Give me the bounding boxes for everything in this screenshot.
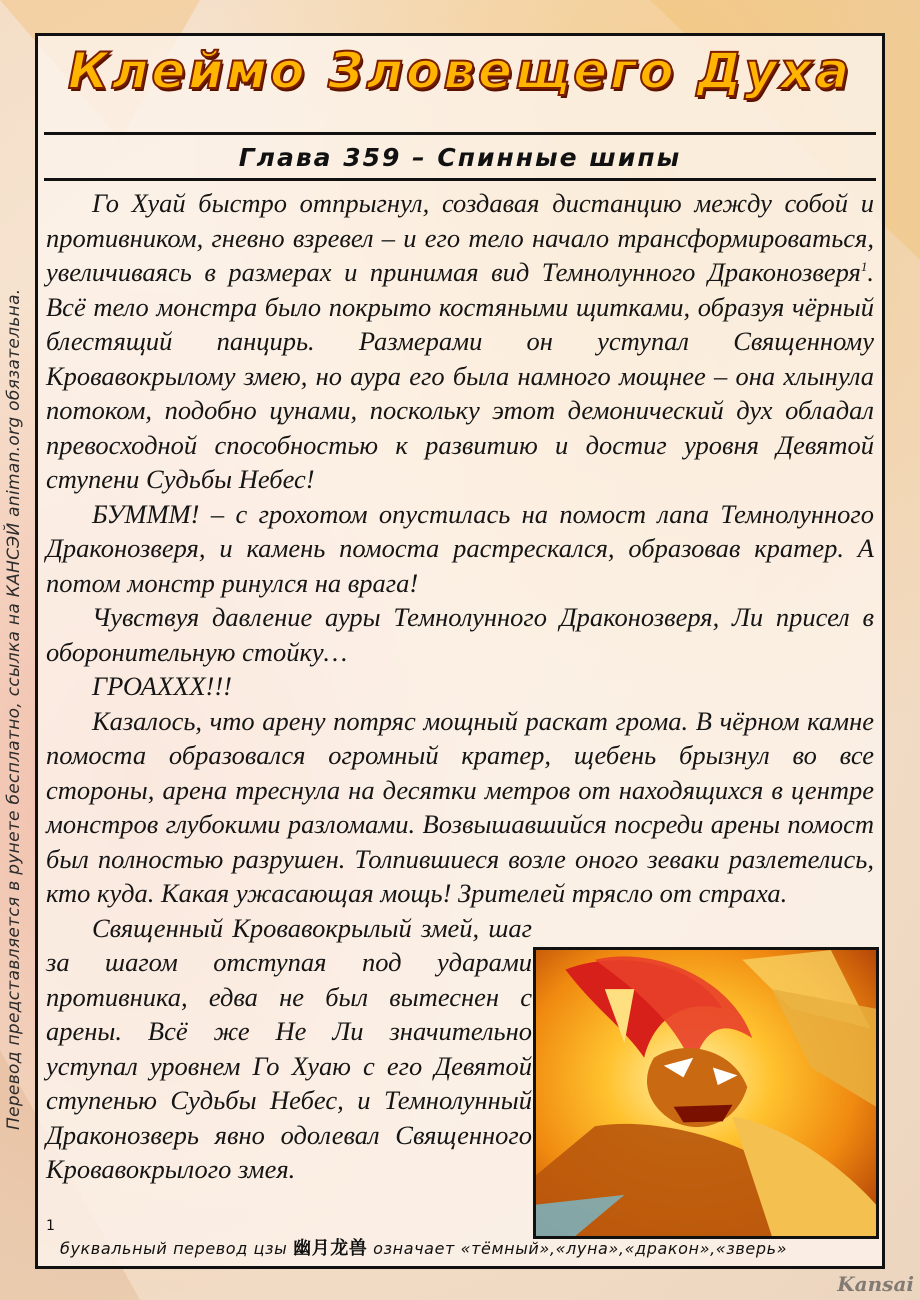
- footnote-text: означает «тёмный»,«луна»,«дракон»,«зверь»: [367, 1239, 788, 1258]
- paragraph: Чувствуя давление ауры Темнолунного Драконозверя, Ли присел в оборонительную стойку…: [46, 602, 874, 667]
- paragraph: Казалось, что арену потряс мощный раскат грома. В чёрном камне помоста образовался огромный кратер, щебень брызнул во все стороны, арена треснула на десятки метров от находящихся в центре монстров глубокими разломами. Возвышавшийся посреди арены помост был полностью разрушен. Толпившиеся возле оного зеваки разлетелись, кто куда. Какая ужасающая мощь! Зрителей трясло от страха.: [46, 705, 874, 908]
- footnote: [60, 1234, 876, 1260]
- footnote-ref: 1: [860, 259, 868, 275]
- kansai-logo: Kansai: [837, 1272, 914, 1296]
- footnote-marker: 1: [46, 1218, 55, 1234]
- chapter-heading: Глава 359 – Спинные шипы: [238, 143, 682, 172]
- footnote-chinese: 幽月龙兽: [293, 1238, 368, 1259]
- footnote-text: буквальный перевод цзы: [60, 1239, 294, 1258]
- paragraph: Священный Кровавокрылый змей, шаг за шагом отступая под ударами противника, едва не был вытеснен с арены. Всё же Не Ли значительно уступал уровнем Го Хуаю с его Девятой ступенью Судьбы Небес, и Темнолунный Драконозверь явно одолевал Священного Кровавокрылого змея.: [46, 912, 532, 1184]
- divider: [44, 132, 876, 135]
- divider: [44, 178, 876, 181]
- paragraph: БУМММ! – с грохотом опустилась на помост лапа Темнолунного Драконозверя, и камень помоста растрескался, образовав кратер. А потом монстр ринулся на врага!: [46, 498, 874, 598]
- translation-notice: Перевод представляется в рунете бесплатно, ссылка на КАНСЭЙ animan.org обязательна.: [4, 288, 24, 1130]
- paragraph-text: . Всё тело монстра было покрыто костяными щитками, образуя чёрный блестящий панцирь. Размерами он уступал Священному Кровавокрылому змею, но аура его была намного мощнее – она хлынула потоком, подобно цунами, поскольку этот демонический дух обладал превосходной способностью к развитию и достиг уровня Девятой ступени Судьбы Небес!: [46, 257, 874, 494]
- page-title: Клеймо Зловещего Духа: [67, 42, 853, 100]
- dragon-illustration: [533, 947, 879, 1239]
- paragraph: ГРОАХХХ!!!: [92, 671, 233, 701]
- page-frame: [35, 33, 885, 1269]
- paragraph: [46, 186, 874, 497]
- paragraph-text: Го Хуай быстро отпрыгнул, создавая дистанцию между собой и противником, гневно взревел – и его тело начало трансформироваться, увеличиваясь в размерах и принимая вид Темнолунного Драконозверя: [46, 188, 874, 287]
